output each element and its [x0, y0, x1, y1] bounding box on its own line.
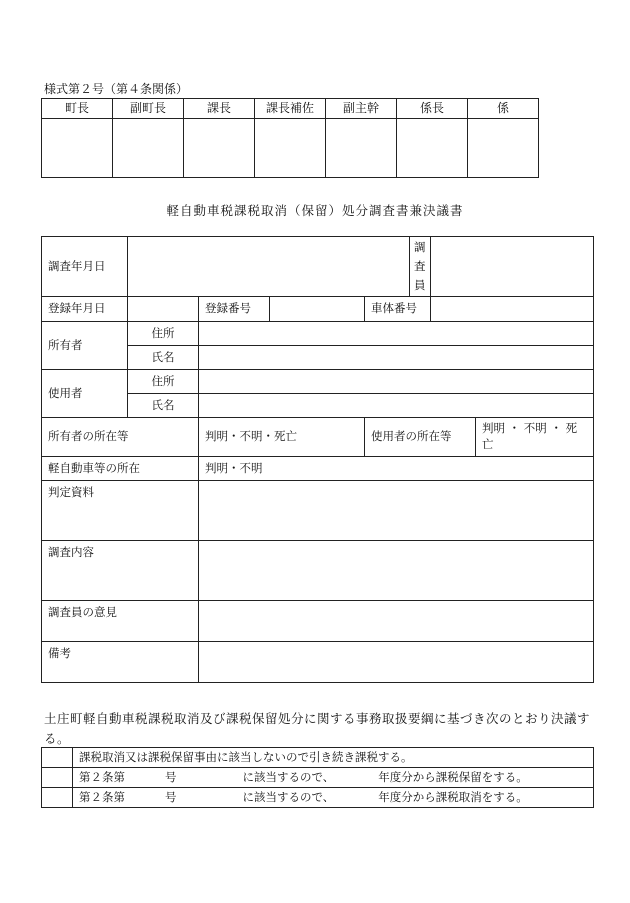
owner-name-label: 氏名: [128, 346, 199, 370]
user-name-field[interactable]: [199, 394, 594, 418]
stamp-box-deputy-director[interactable]: [326, 119, 397, 178]
survey-content-field[interactable]: [199, 541, 594, 601]
remarks-field[interactable]: [199, 642, 594, 683]
user-location-options[interactable]: 判明 ・ 不明 ・ 死亡: [476, 418, 594, 457]
decision-check-2[interactable]: [42, 768, 73, 788]
judgment-materials-label: 判定資料: [42, 481, 199, 541]
approval-header-deputy-director: 副主幹: [326, 99, 397, 119]
registration-no-label: 登録番号: [199, 297, 270, 322]
surveyor-char-3: 員: [414, 278, 426, 292]
owner-address-label: 住所: [128, 322, 199, 346]
stamp-box-mayor[interactable]: [42, 119, 113, 178]
user-location-label: 使用者の所在等: [365, 418, 476, 457]
registration-date-field[interactable]: [128, 297, 199, 322]
stamp-box-deputy-mayor[interactable]: [113, 119, 184, 178]
user-label: 使用者: [42, 370, 128, 418]
survey-date-label: 調査年月日: [42, 237, 128, 297]
hold-item-label: 号: [165, 769, 177, 784]
stamp-box-subsection-chief[interactable]: [397, 119, 468, 178]
surveyor-char-1: 調: [414, 240, 426, 254]
judgment-materials-field[interactable]: [199, 481, 594, 541]
approval-header-staff: 係: [468, 99, 539, 119]
registration-date-label: 登録年月日: [42, 297, 128, 322]
cancel-applies-label: に該当するので、: [242, 789, 335, 804]
cancel-action-label: 年度分から課税取消をする。: [378, 789, 528, 804]
surveyor-field[interactable]: [431, 237, 594, 297]
remarks-label: 備考: [42, 642, 199, 683]
stamp-box-section-chief[interactable]: [184, 119, 255, 178]
survey-table: [41, 236, 594, 683]
hold-applies-label: に該当するので、: [242, 769, 335, 784]
surveyor-opinion-label: 調査員の意見: [42, 601, 199, 642]
surveyor-opinion-field[interactable]: [199, 601, 594, 642]
stamp-box-staff[interactable]: [468, 119, 539, 178]
approval-stamp-table: [41, 98, 539, 178]
survey-content-label: 調査内容: [42, 541, 199, 601]
decision-check-1[interactable]: [42, 748, 73, 768]
approval-header-subsection-chief: 係長: [397, 99, 468, 119]
cancel-item-label: 号: [165, 789, 177, 804]
vehicle-location-label: 軽自動車等の所在: [42, 457, 199, 481]
surveyor-char-2: 査: [414, 259, 426, 273]
approval-header-assistant-chief: 課長補佐: [255, 99, 326, 119]
survey-date-field[interactable]: [128, 237, 410, 297]
approval-header-deputy-mayor: 副町長: [113, 99, 184, 119]
owner-label: 所有者: [42, 322, 128, 370]
registration-no-field[interactable]: [270, 297, 365, 322]
decision-text-cancel: [73, 788, 594, 808]
approval-header-mayor: 町長: [42, 99, 113, 119]
user-name-label: 氏名: [128, 394, 199, 418]
owner-address-field[interactable]: [199, 322, 594, 346]
stamp-box-assistant-chief[interactable]: [255, 119, 326, 178]
surveyor-label: [410, 237, 431, 297]
hold-action-label: 年度分から課税保留をする。: [378, 769, 528, 784]
vehicle-no-label: 車体番号: [365, 297, 431, 322]
owner-location-label: 所有者の所在等: [42, 418, 199, 457]
owner-name-field[interactable]: [199, 346, 594, 370]
vehicle-no-field[interactable]: [431, 297, 594, 322]
decision-text-continue: 課税取消又は課税保留事由に該当しないので引き続き課税する。: [73, 748, 594, 768]
form-label: 様式第２号（第４条関係）: [44, 82, 189, 96]
decision-check-3[interactable]: [42, 788, 73, 808]
owner-location-options[interactable]: 判明・不明・死亡: [199, 418, 365, 457]
document-title: 軽自動車税課税取消（保留）処分調査書兼決議書: [166, 203, 464, 218]
vehicle-location-options[interactable]: 判明・不明: [199, 457, 594, 481]
user-address-label: 住所: [128, 370, 199, 394]
approval-header-section-chief: 課長: [184, 99, 255, 119]
decision-table: [41, 747, 594, 808]
user-address-field[interactable]: [199, 370, 594, 394]
decision-text-hold: [73, 768, 594, 788]
hold-article-label: 第２条第: [79, 769, 125, 784]
decree-text: 土庄町軽自動車税課税取消及び課税保留処分に関する事務取扱要綱に基づき次のとおり決議する。: [44, 711, 591, 746]
cancel-article-label: 第２条第: [79, 789, 125, 804]
